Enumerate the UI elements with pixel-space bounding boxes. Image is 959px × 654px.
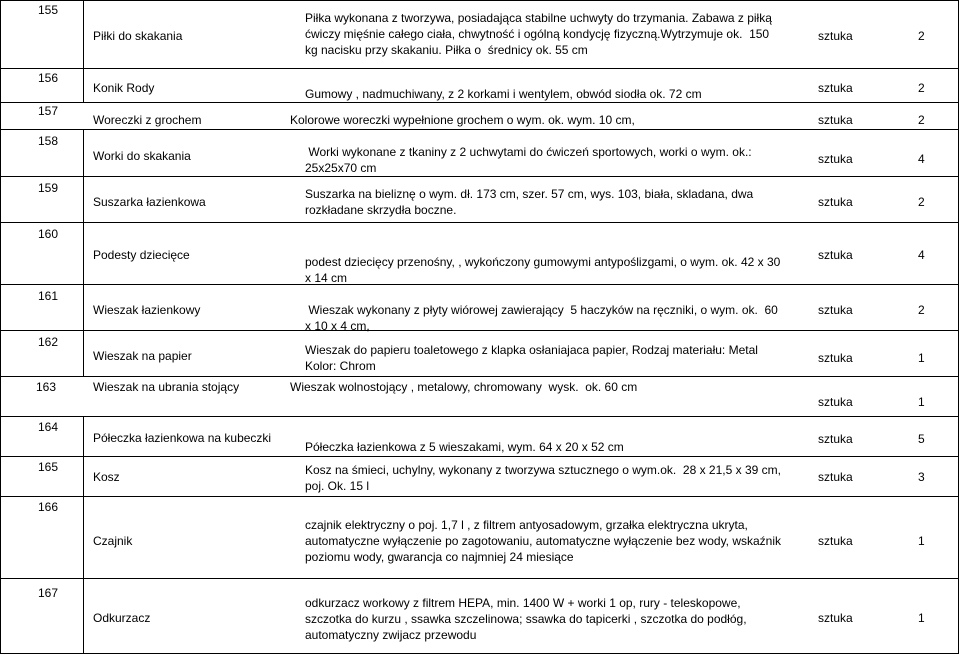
row-rule: [0, 416, 959, 417]
item-description: Wieszak do papieru toaletowego z klapka osłaniajaca papier, Rodzaj materiału: Metal Kolor: Chrom: [305, 343, 758, 373]
row-number: 161: [38, 289, 59, 303]
item-unit: sztuka: [818, 303, 853, 317]
item-quantity: 2: [918, 303, 925, 317]
item-name: Wieszak na papier: [93, 349, 192, 363]
item-unit: sztuka: [818, 248, 853, 262]
item-name: Podesty dziecięce: [93, 248, 190, 262]
row-number: 162: [38, 335, 59, 349]
row-rule: [0, 68, 959, 69]
row-rule: [0, 578, 959, 579]
item-name: Wieszak łazienkowy: [93, 303, 201, 317]
row-rule: [0, 129, 959, 130]
row-rule: [0, 176, 959, 177]
item-unit: sztuka: [818, 470, 853, 484]
item-quantity: 4: [918, 248, 925, 262]
row-rule: [0, 102, 959, 103]
row-number: 158: [38, 134, 59, 148]
item-unit: sztuka: [818, 152, 853, 166]
item-quantity: 2: [918, 81, 925, 95]
item-quantity: 1: [918, 395, 925, 409]
item-unit: sztuka: [818, 534, 853, 548]
item-description: Wieszak wykonany z płyty wiórowej zawierający 5 haczyków na ręczniki, o wym. ok. 60 x 10 x 4 cm,: [305, 303, 778, 333]
item-unit: sztuka: [818, 113, 853, 127]
column-rule: [83, 129, 84, 376]
item-quantity: 1: [918, 611, 925, 625]
item-unit: sztuka: [818, 395, 853, 409]
row-number: 157: [38, 104, 59, 118]
item-unit: sztuka: [818, 29, 853, 43]
item-name: Odkurzacz: [93, 611, 151, 625]
item-name: Suszarka łazienkowa: [93, 195, 206, 209]
row-number: 163: [36, 380, 57, 394]
item-unit: sztuka: [818, 195, 853, 209]
item-description: Piłka wykonana z tworzywa, posiadająca stabilne uchwyty do trzymania. Zabawa z piłką ćwiczy mięśnie całego ciała, chwytność i ogólną kondycję fizyczną.Wytrzymuje ok. 150 kg nacisku przy skakaniu. Piłka o średnicy ok. 55 cm: [305, 11, 772, 57]
item-description: Wieszak wolnostojący , metalowy, chromowany wysk. ok. 60 cm: [290, 380, 638, 394]
item-description: Worki wykonane z tkaniny z 2 uchwytami do ćwiczeń sportowych, worki o wym. ok.: 25x25x70 cm: [305, 145, 752, 175]
item-quantity: 5: [918, 432, 925, 446]
item-name: Worki do skakania: [93, 149, 191, 163]
row-number: 167: [38, 586, 59, 600]
row-rule: [0, 222, 959, 223]
row-number: 160: [38, 227, 59, 241]
item-name: Konik Rody: [93, 81, 155, 95]
item-description: Gumowy , nadmuchiwany, z 2 korkami i wentylem, obwód siodła ok. 72 cm: [305, 87, 702, 101]
item-description: Kolorowe woreczki wypełnione grochem o wym. ok. wym. 10 cm,: [290, 113, 635, 127]
item-name: Czajnik: [93, 534, 133, 548]
item-unit: sztuka: [818, 351, 853, 365]
item-quantity: 2: [918, 29, 925, 43]
item-quantity: 2: [918, 113, 925, 127]
item-unit: sztuka: [818, 432, 853, 446]
column-rule: [83, 416, 84, 654]
item-quantity: 4: [918, 152, 925, 166]
item-description: Suszarka na bieliznę o wym. dł. 173 cm, szer. 57 cm, wys. 103, biała, skladana, dwa rozkładane skrzydła boczne.: [305, 187, 754, 217]
item-name: Wieszak na ubrania stojący: [93, 380, 240, 394]
item-unit: sztuka: [818, 81, 853, 95]
item-quantity: 2: [918, 195, 925, 209]
row-number: 165: [38, 460, 59, 474]
item-name: Kosz: [93, 470, 120, 484]
row-rule: [0, 0, 959, 1]
item-description: Półeczka łazienkowa z 5 wieszakami, wym. 64 x 20 x 52 cm: [305, 440, 624, 454]
item-quantity: 1: [918, 534, 925, 548]
row-number: 155: [38, 3, 59, 17]
column-rule: [83, 0, 84, 102]
column-rule: [0, 0, 1, 654]
item-unit: sztuka: [818, 611, 853, 625]
row-number: 166: [38, 500, 59, 514]
item-quantity: 1: [918, 351, 925, 365]
item-description: Kosz na śmieci, uchylny, wykonany z tworzywa sztucznego o wym.ok. 28 x 21,5 x 39 cm, poj. Ok. 15 l: [305, 463, 781, 493]
item-description: odkurzacz workowy z filtrem HEPA, min. 1400 W + worki 1 op, rury - teleskopowe, szczotka do kurzu , ssawka szczelinowa; ssawka do tapicerki , szczotka do podłóg, automatyczny zwijacz przewodu: [305, 596, 747, 642]
row-number: 156: [38, 71, 59, 85]
item-name: Piłki do skakania: [93, 29, 183, 43]
row-rule: [0, 376, 959, 377]
item-name: Woreczki z grochem: [93, 113, 202, 127]
row-number: 164: [38, 420, 59, 434]
item-description: podest dziecięcy przenośny, , wykończony gumowymi antypoślizgami, o wym. ok. 42 x 30 x 14 cm: [305, 255, 781, 285]
item-description: czajnik elektryczny o poj. 1,7 l , z filtrem antyosadowym, grzałka elektryczna ukryta, automatyczne wyłączenie po zagotowaniu, automatyczne wyłączenie bez wody, wskaźnik poziomu wody, gwarancja co najmniej 24 miesiące: [305, 518, 782, 564]
item-quantity: 3: [918, 470, 925, 484]
row-rule: [0, 456, 959, 457]
row-number: 159: [38, 181, 59, 195]
item-name: Półeczka łazienkowa na kubeczki: [93, 431, 272, 445]
row-rule: [0, 496, 959, 497]
